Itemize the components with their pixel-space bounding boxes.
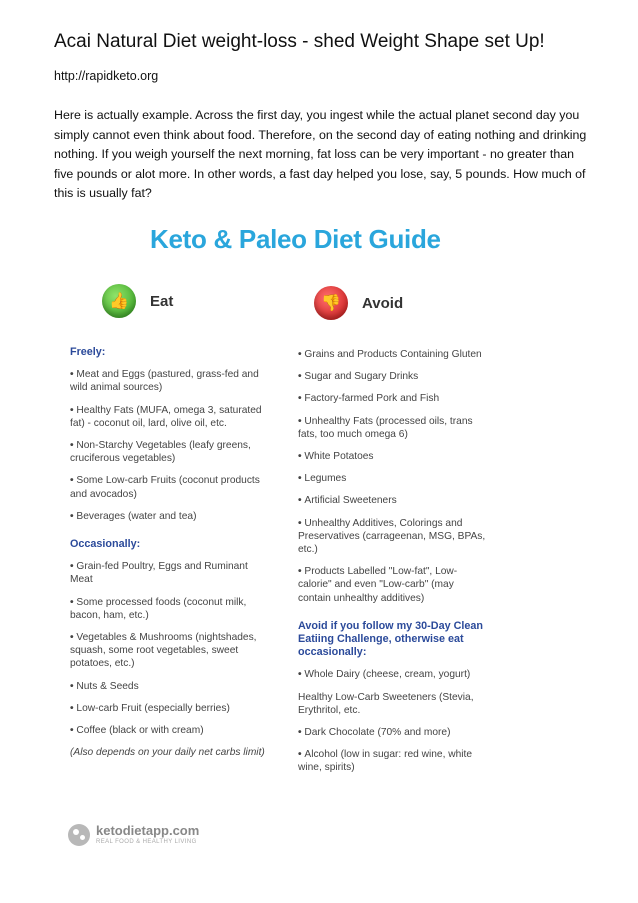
eat-header — [102, 284, 173, 318]
list-item — [70, 510, 266, 523]
avoid-header — [314, 286, 403, 320]
bullet: • — [70, 440, 77, 452]
list-item — [298, 517, 488, 557]
list-item — [298, 348, 488, 361]
list-item — [70, 724, 266, 737]
list-item — [70, 474, 266, 500]
bullet: • — [298, 371, 305, 383]
bullet: • — [70, 725, 77, 737]
list-item — [298, 370, 488, 383]
list-item-text: Low-carb Fruit (especially berries) — [76, 702, 230, 714]
list-item — [70, 404, 266, 430]
occasionally-note: (Also depends on your daily net carbs limit) — [70, 747, 265, 759]
list-item — [298, 748, 488, 774]
list-item-text: Meat and Eggs (pastured, grass-fed and wild animal sources) — [70, 369, 259, 394]
bullet: • — [70, 404, 77, 416]
avoid-column — [298, 348, 488, 784]
list-item-text: Some processed foods (coconut milk, bacon, ham, etc.) — [70, 596, 247, 621]
bullet: • — [298, 349, 305, 360]
occasionally-heading: Occasionally: — [70, 538, 141, 551]
list-item-text: Artificial Sweeteners — [304, 495, 397, 507]
list-item — [298, 472, 488, 485]
list-item — [298, 565, 488, 605]
list-item-text: Healthy Fats (MUFA, omega 3, saturated fat) - coconut oil, lard, olive oil, etc. — [70, 404, 262, 429]
list-item-text: Healthy Low-Carb Sweeteners (Stevia, Erythritol, etc. — [298, 691, 474, 716]
list-item-text: Vegetables & Mushrooms (nightshades, squash, some root vegetables, sweet potatoes, etc.) — [70, 632, 257, 670]
bullet: • — [70, 475, 77, 487]
bullet: • — [70, 561, 77, 573]
list-item-text: Grains and Products Containing Gluten — [304, 349, 482, 360]
list-item — [70, 560, 266, 586]
body-paragraph: Here is actually example. Across the first day, you ingest while the actual planet second day you simply cannot even think about food. Therefore, on the second day of eating nothing and drinking nothing. If you weigh yourself the next morning, fat loss can be very important - no greater than five pounds or alot more. In other words, a fast day helped you lose, say, 5 pounds. How much of this is usually fat? — [54, 108, 587, 201]
list-item-text: Coffee (black or with cream) — [76, 725, 204, 737]
list-item — [298, 668, 488, 681]
list-item — [70, 368, 266, 394]
brand-name: ketodietapp.com — [96, 823, 200, 838]
challenge-heading: Avoid if you follow my 30-Day Clean Eatiing Challenge, otherwise eat occasionally: — [298, 619, 483, 659]
eat-label: Eat — [150, 292, 174, 310]
document-title: Acai Natural Diet weight-loss - shed Weight Shape set Up! — [54, 31, 545, 52]
diet-guide-image — [62, 212, 492, 852]
list-item-text: Nuts & Seeds — [76, 680, 139, 692]
bullet: • — [70, 632, 77, 644]
list-item-text: Factory-farmed Pork and Fish — [304, 393, 440, 405]
avoid-list — [298, 348, 488, 605]
brand-logo — [68, 824, 199, 846]
list-item — [298, 392, 488, 405]
list-item — [70, 439, 266, 465]
bullet: • — [298, 473, 305, 485]
brand-tagline: REAL FOOD & HEALTHY LIVING — [96, 839, 197, 845]
source-url[interactable]: http://rapidketo.org — [54, 69, 159, 83]
bullet: • — [70, 369, 77, 381]
list-item-text: Whole Dairy (cheese, cream, yogurt) — [304, 669, 471, 681]
bullet: • — [298, 669, 305, 681]
bullet: • — [298, 451, 305, 463]
list-item-text: Unhealthy Fats (processed oils, trans fats, too much omega 6) — [298, 415, 473, 440]
list-item-text: Unhealthy Additives, Colorings and Preservatives (carrageenan, MSG, BPAs, etc.) — [298, 517, 486, 556]
list-item-text: Non-Starchy Vegetables (leafy greens, cruciferous vegetables) — [70, 440, 251, 465]
bullet: • — [298, 495, 305, 507]
list-item-text: Products Labelled "Low-fat", Low-calorie" and even "Low-carb" (may contain unhealthy additives) — [298, 566, 458, 604]
bullet: • — [298, 393, 305, 405]
bullet: • — [70, 680, 77, 692]
thumbs-down-icon: 👎 — [314, 286, 348, 320]
bullet: • — [298, 566, 305, 578]
brand-icon — [68, 824, 90, 846]
list-item — [298, 691, 488, 717]
bullet: • — [298, 727, 305, 739]
list-item — [298, 415, 488, 441]
eat-column — [70, 346, 266, 768]
list-item-text: Legumes — [304, 473, 347, 485]
bullet: • — [298, 517, 305, 529]
bullet: • — [70, 702, 77, 714]
list-item — [298, 450, 488, 463]
list-item-text: Dark Chocolate (70% and more) — [304, 727, 451, 739]
challenge-list — [298, 668, 488, 774]
list-item — [70, 631, 266, 671]
list-item — [70, 596, 266, 622]
list-item — [298, 726, 488, 739]
occasionally-list — [70, 560, 266, 737]
bullet: • — [70, 510, 77, 522]
avoid-label: Avoid — [362, 294, 404, 312]
list-item-text: Some Low-carb Fruits (coconut products and avocados) — [70, 475, 260, 500]
list-item — [70, 680, 266, 693]
freely-list — [70, 368, 266, 523]
freely-heading: Freely: — [70, 346, 106, 358]
bullet: • — [298, 749, 305, 761]
bullet: • — [298, 415, 305, 427]
list-item-text: Beverages (water and tea) — [76, 510, 197, 522]
list-item — [298, 494, 488, 507]
list-item — [70, 702, 266, 715]
bullet: • — [70, 596, 77, 608]
list-item-text: Grain-fed Poultry, Eggs and Ruminant Meat — [70, 561, 248, 586]
thumbs-up-icon: 👍 — [102, 284, 136, 318]
list-item-text: Alcohol (low in sugar: red wine, white wine, spirits) — [298, 749, 473, 774]
list-item-text: White Potatoes — [304, 451, 374, 463]
guide-title: Keto & Paleo Diet Guide — [150, 224, 441, 254]
list-item-text: Sugar and Sugary Drinks — [304, 371, 419, 383]
